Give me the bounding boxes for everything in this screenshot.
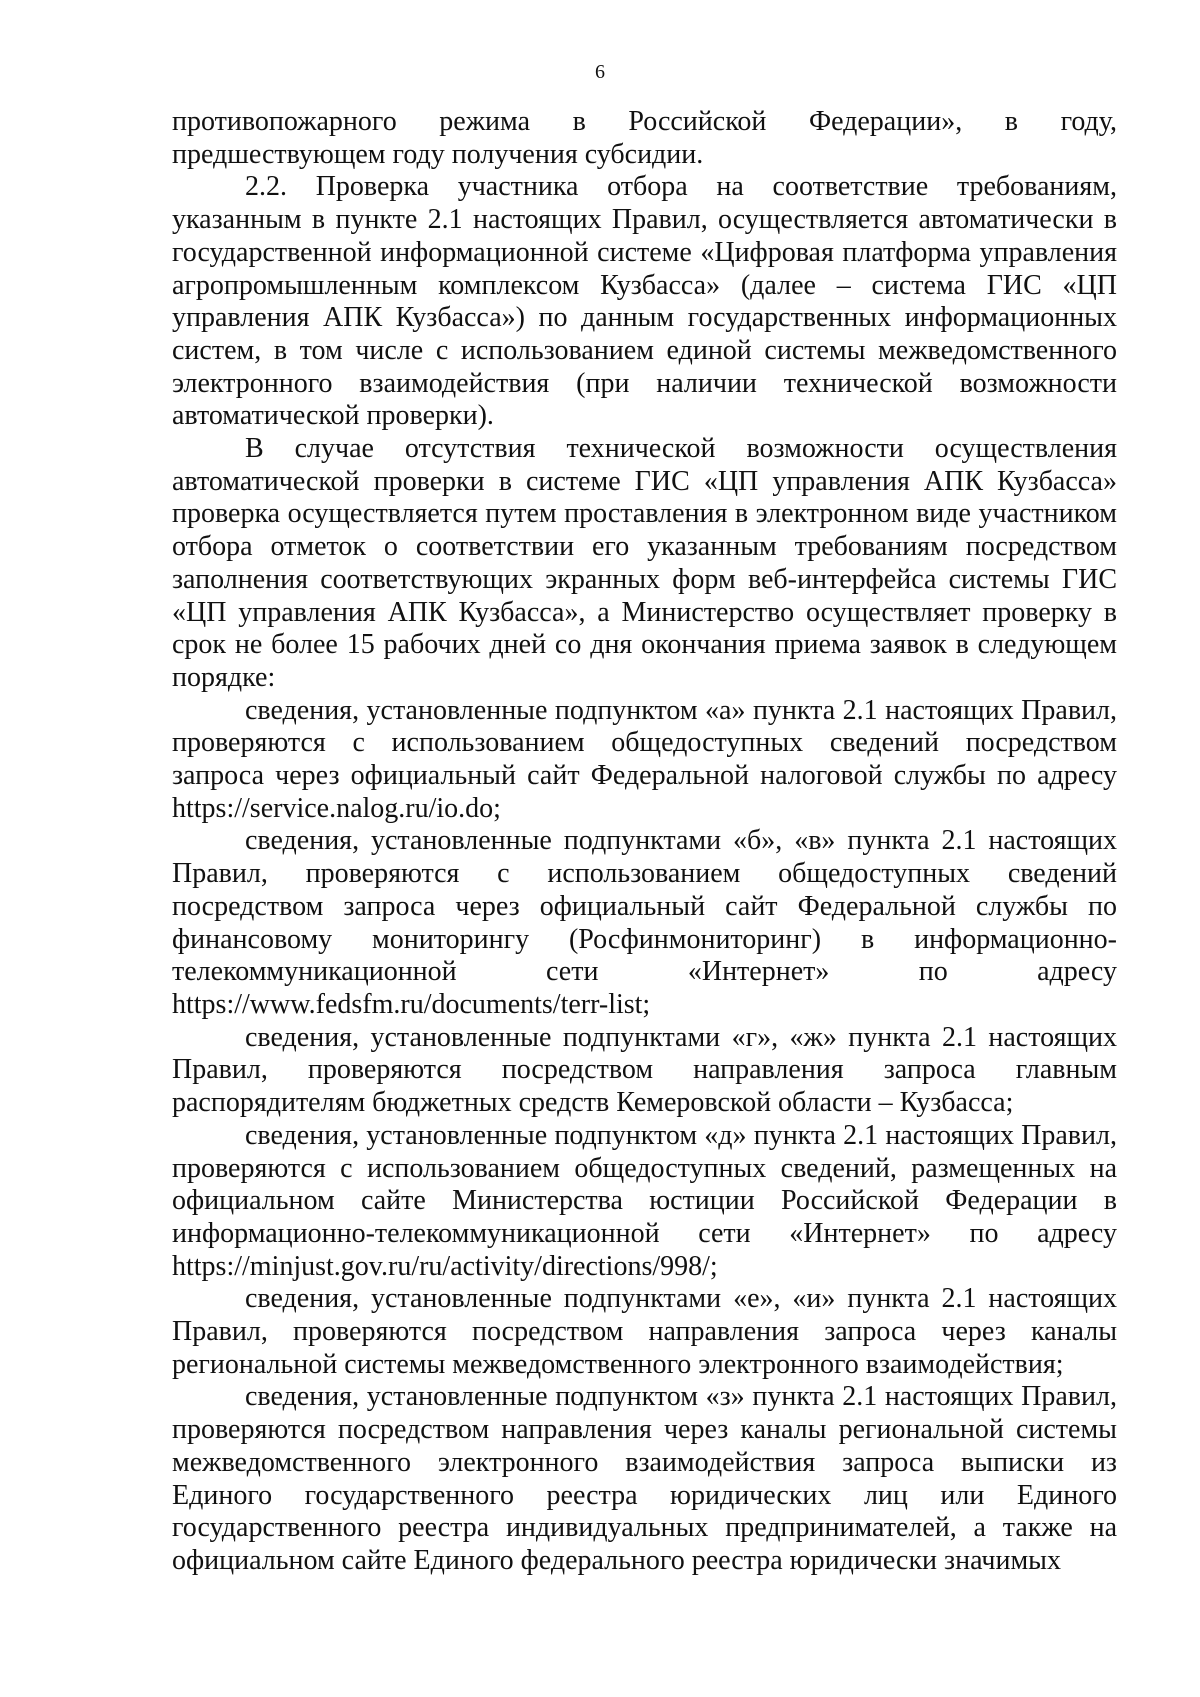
paragraph: сведения, установленные подпунктами «е», «и» пункта 2.1 настоящих Правил, проверяются посредством направления запроса через каналы региональной системы межведомственного электронного взаимодействия;	[172, 1283, 1117, 1380]
document-body	[172, 106, 1117, 1578]
paragraph: противопожарного режима в Российской Федерации», в году, предшествующем году получения субсидии.	[172, 106, 1117, 170]
paragraph: сведения, установленные подпунктом «д» пункта 2.1 настоящих Правил, проверяются с использованием общедоступных сведений, размещенных на официальном сайте Министерства юстиции Российской Федерации в информационно-телекоммуникационной сети «Интернет» по адресу https://minjust.gov.ru/ru/activity/directions/998/;	[172, 1119, 1117, 1282]
page-number: 6	[595, 61, 605, 83]
paragraph: сведения, установленные подпунктом «з» пункта 2.1 настоящих Правил, проверяются посредством направления через каналы региональной системы межведомственного электронного взаимодействия запроса выписки из Единого государственного реестра юридических лиц или Единого государственного реестра индивидуальных предпринимателей, а также на официальном сайте Единого федерального реестра юридически значимых	[172, 1381, 1117, 1576]
paragraph: сведения, установленные подпунктом «а» пункта 2.1 настоящих Правил, проверяются с использованием общедоступных сведений посредством запроса через официальный сайт Федеральной налоговой службы по адресу https://service.nalog.ru/io.do;	[172, 694, 1117, 824]
paragraph: сведения, установленные подпунктами «г», «ж» пункта 2.1 настоящих Правил, проверяются посредством направления запроса главным распорядителям бюджетных средств Кемеровской области – Кузбасса;	[172, 1021, 1117, 1119]
paragraph: 2.2. Проверка участника отбора на соответствие требованиям, указанным в пункте 2.1 настоящих Правил, осуществляется автоматически в государственной информационной системе «Цифровая платформа управления агропромышленным комплексом Кузбасса» (далее – система ГИС «ЦП управления АПК Кузбасса») по данным государственных информационных систем, в том числе с использованием единой системы межведомственного электронного взаимодействия (при наличии технической возможности автоматической проверки).	[172, 171, 1117, 432]
paragraph: сведения, установленные подпунктами «б», «в» пункта 2.1 настоящих Правил, проверяются с использованием общедоступных сведений посредством запроса через официальный сайт Федеральной службы по финансовому мониторингу (Росфинмониторинг) в информационно-телекоммуникационной сети «Интернет» по адресу https://www.fedsfm.ru/documents/terr-list;	[172, 825, 1117, 1020]
paragraph: В случае отсутствия технической возможности осуществления автоматической проверки в системе ГИС «ЦП управления АПК Кузбасса» проверка осуществляется путем проставления в электронном виде участником отбора отметок о соответствии его указанным требованиям посредством заполнения соответствующих экранных форм веб-интерфейса системы ГИС «ЦП управления АПК Кузбасса», а Министерство осуществляет проверку в срок не более 15 рабочих дней со дня окончания приема заявок в следующем порядке:	[172, 433, 1117, 693]
